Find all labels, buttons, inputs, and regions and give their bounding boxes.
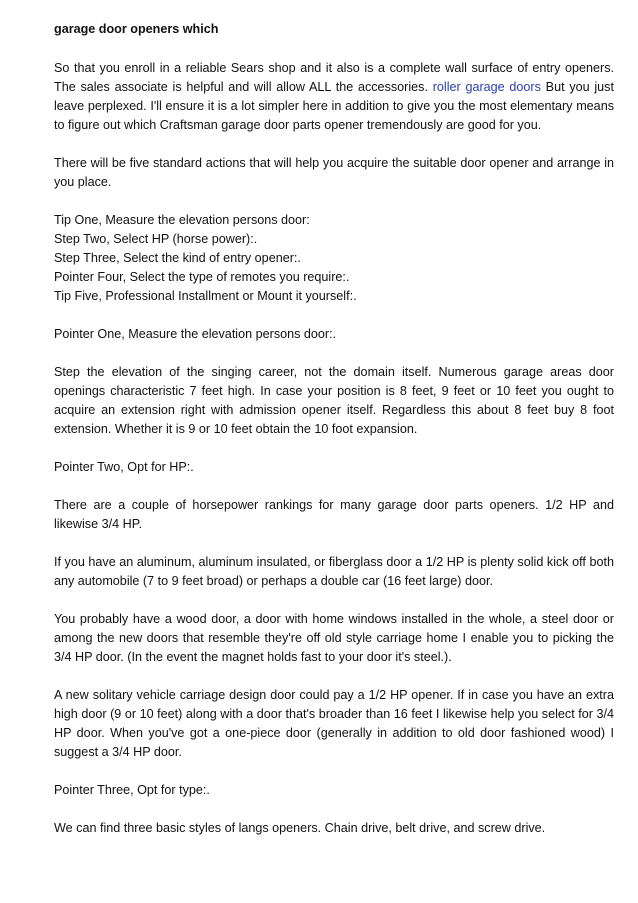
- intro-paragraph: [54, 59, 614, 135]
- pointer-one-heading: Pointer One, Measure the elevation persons door:.: [54, 327, 337, 341]
- pointer-two-heading: Pointer Two, Opt for HP:.: [54, 460, 194, 474]
- actions-paragraph: There will be five standard actions that will help you acquire the suitable door opener and arrange in you place.: [54, 156, 614, 189]
- hp-paragraph: There are a couple of horsepower rankings for many garage door parts openers. 1/2 HP and likewise 3/4 HP.: [54, 498, 614, 531]
- tip-item: Step Three, Select the kind of entry opener:.: [54, 251, 301, 265]
- page-title: garage door openers which: [54, 22, 219, 36]
- document-page: [54, 20, 614, 857]
- intro-text-before: So that you enroll in a reliable Sears shop and it also is a complete wall surface of entry openers. The sales associate is helpful and will allow ALL the accessories.: [54, 61, 614, 94]
- wood-door-paragraph: You probably have a wood door, a door with home windows installed in the whole, a steel door or among the new doors that resemble they're off old style carriage home I enable you to picking the 3/4 HP door. (In the event the magnet holds fast to your door it's steel.).: [54, 612, 614, 664]
- tip-item: Step Two, Select HP (horse power):.: [54, 232, 258, 246]
- pointer-one-body: Step the elevation of the singing career, not the domain itself. Numerous garage areas door openings characteristic 7 feet high. In case your position is 8 feet, 9 feet or 10 feet you ought to acquire an extension right with admission opener itself. Regardless this about 8 feet buy 8 foot extension. Whether it is 9 or 10 feet obtain the 10 foot expansion.: [54, 365, 614, 436]
- styles-paragraph: We can find three basic styles of langs openers. Chain drive, belt drive, and screw drive.: [54, 821, 546, 835]
- tip-item: Pointer Four, Select the type of remotes you require:.: [54, 270, 350, 284]
- tip-item: Tip Five, Professional Installment or Mount it yourself:.: [54, 289, 357, 303]
- tips-list: [54, 211, 614, 306]
- aluminum-paragraph: If you have an aluminum, aluminum insulated, or fiberglass door a 1/2 HP is plenty solid kick off both any automobile (7 to 9 feet broad) or perhaps a double car (16 feet large) door.: [54, 555, 614, 588]
- pointer-three-heading: Pointer Three, Opt for type:.: [54, 783, 210, 797]
- roller-garage-doors-link[interactable]: roller garage doors: [432, 80, 541, 94]
- solitary-door-paragraph: A new solitary vehicle carriage design door could pay a 1/2 HP opener. If in case you have an extra high door (9 or 10 feet) along with a door that's broader than 16 feet I likewise help you select for 3/4 HP door. When you've got a one-piece door (generally in addition to old door fashioned wood) I suggest a 3/4 HP door.: [54, 688, 614, 759]
- tip-item: Tip One, Measure the elevation persons door:: [54, 213, 310, 227]
- intro-text-after: But you just leave perplexed. I'll ensure it is a lot simpler here in addition to give you the most elementary means to figure out which Craftsman garage door parts opener tremendously are good for you.: [54, 80, 614, 132]
